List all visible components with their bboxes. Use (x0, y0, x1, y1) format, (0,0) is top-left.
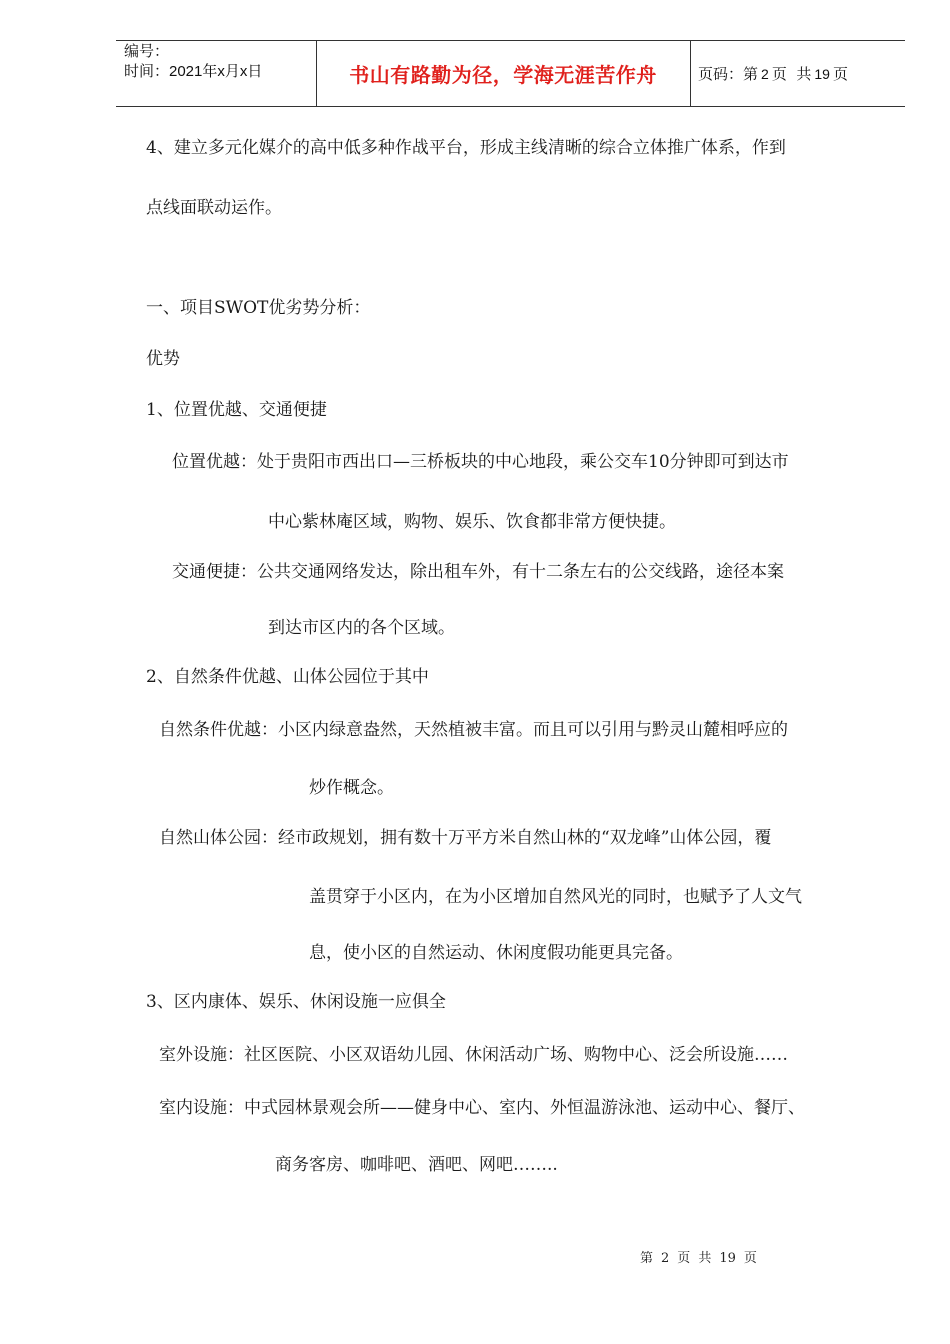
time-label: 时间：2021年x月x日 (124, 63, 263, 80)
footer-ye: 页 (677, 1251, 691, 1266)
page-prefix: 页码：第 (698, 65, 759, 83)
body-line: 盖贯穿于小区内，在为小区增加自然风光的同时，也赋予了人文气 (309, 887, 802, 907)
page-footer (636, 1247, 761, 1266)
body-line: 室外设施：社区医院、小区双语幼儿园、休闲活动广场、购物中心、泛会所设施…… (159, 1045, 788, 1065)
subheading: 优势 (146, 349, 180, 369)
footer-total: 19 (719, 1251, 736, 1266)
body-line: 4、建立多元化媒介的高中低多种作战平台，形成主线清晰的综合立体推广体系，作到 (146, 138, 786, 158)
body-line: 炒作概念。 (309, 778, 394, 798)
body-line: 交通便捷：公共交通网络发达，除出租车外，有十二条左右的公交线路，途径本案 (172, 562, 784, 582)
body-line: 息，使小区的自然运动、休闲度假功能更具完备。 (309, 943, 683, 963)
body-line: 位置优越：处于贵阳市西出口—三桥板块的中心地段，乘公交车10分钟即可到达市 (172, 452, 789, 472)
list-heading: 2、自然条件优越、山体公园位于其中 (146, 667, 429, 687)
list-heading: 3、区内康体、娱乐、休闲设施一应俱全 (146, 992, 446, 1012)
body-line: 自然山体公园：经市政规划，拥有数十万平方米自然山林的“双龙峰”山体公园，覆 (159, 828, 772, 848)
body-line: 到达市区内的各个区域。 (268, 618, 455, 638)
header-motto: 书山有路勤为径，学海无涯苦作舟 (349, 63, 657, 87)
page-mid: 页 共 (771, 65, 812, 83)
footer-di: 第 (640, 1251, 654, 1266)
body-line: 中心紫林庵区域，购物、娱乐、饮食都非常方便快捷。 (268, 512, 676, 532)
section-heading: 一、项目SWOT优劣势分析： (146, 298, 371, 318)
footer-ye2: 页 (743, 1251, 757, 1266)
page-header (116, 40, 905, 107)
header-divider (690, 40, 691, 107)
footer-gong: 共 (698, 1251, 712, 1266)
page-current: 2 (761, 65, 769, 82)
page-suffix: 页 (832, 65, 848, 83)
page-total: 19 (814, 65, 830, 82)
header-page-number (698, 40, 848, 107)
footer-current: 2 (661, 1251, 670, 1266)
body-line: 商务客房、咖啡吧、酒吧、网吧…….. (275, 1155, 558, 1175)
serial-label: 编号： (124, 43, 170, 60)
header-meta (124, 42, 262, 82)
body-line: 室内设施：中式园林景观会所——健身中心、室内、外恒温游泳池、运动中心、餐厅、 (159, 1098, 805, 1118)
list-heading: 1、位置优越、交通便捷 (146, 400, 327, 420)
body-line: 点线面联动运作。 (146, 198, 282, 218)
body-line: 自然条件优越：小区内绿意盎然，天然植被丰富。而且可以引用与黔灵山麓相呼应的 (159, 720, 788, 740)
